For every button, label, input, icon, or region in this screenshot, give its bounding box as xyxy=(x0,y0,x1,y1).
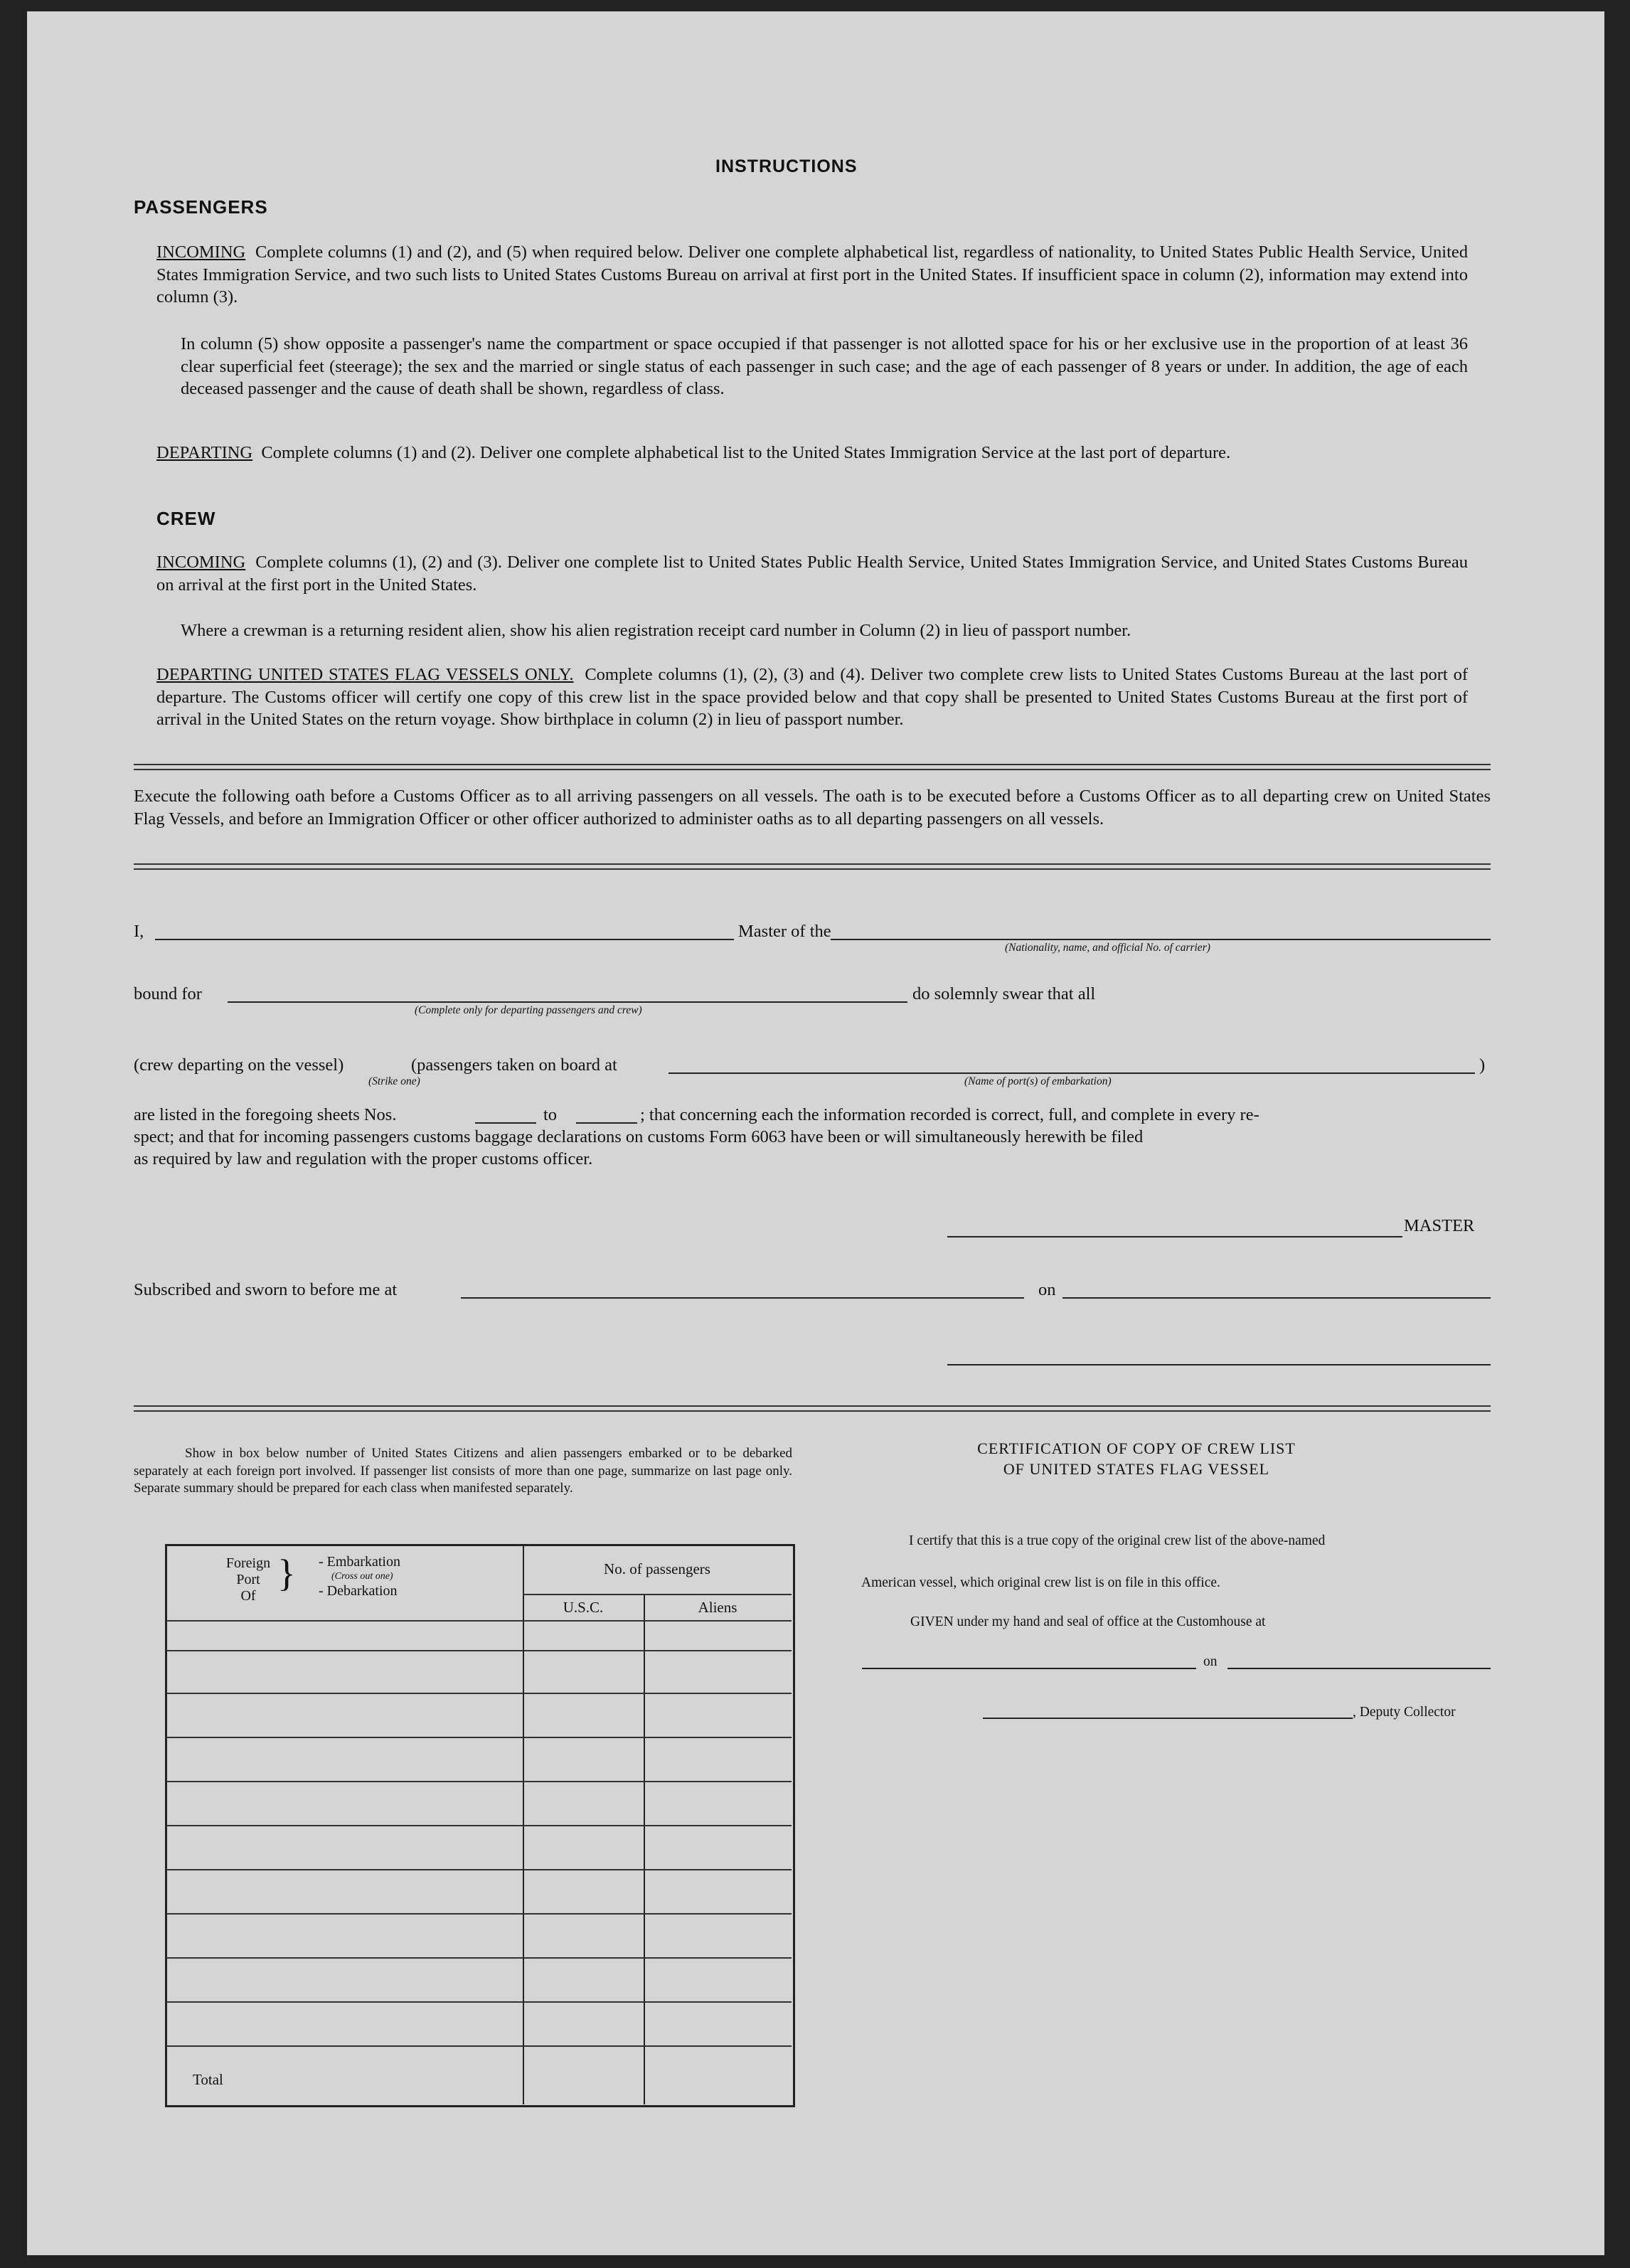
ports-caption: (Name of port(s) of embarkation) xyxy=(964,1075,1112,1087)
incoming-label: INCOMING xyxy=(156,243,246,262)
sheet-to-field[interactable] xyxy=(576,1122,637,1124)
to-label: to xyxy=(543,1105,558,1124)
crew-incoming-paragraph xyxy=(156,551,1468,596)
table-row[interactable] xyxy=(166,1693,792,1694)
close-paren: ) xyxy=(1479,1055,1486,1075)
passengers-departing-paragraph xyxy=(156,442,1468,464)
total-label: Total xyxy=(193,2071,223,2088)
of-label: Of xyxy=(240,1588,256,1604)
officer-signature-field[interactable] xyxy=(947,1364,1491,1365)
crew-departing-label: DEPARTING UNITED STATES FLAG VESSELS ONLY. xyxy=(156,665,574,684)
certification-title-line1: CERTIFICATION OF COPY OF CREW LIST xyxy=(977,1439,1296,1457)
departing-text: Complete columns (1) and (2). Deliver one complete alphabetical list to the United States Immigration Service at the last port of departure. xyxy=(261,443,1231,462)
carrier-field[interactable] xyxy=(831,939,1491,940)
table-divider xyxy=(644,1594,645,2104)
master-of-the-label: Master of the xyxy=(738,922,831,941)
passengers-heading: PASSENGERS xyxy=(134,196,268,218)
table-row[interactable] xyxy=(166,1869,792,1870)
bound-for-label: bound for xyxy=(134,984,202,1003)
table-row[interactable] xyxy=(166,1825,792,1826)
table-divider xyxy=(166,1620,792,1622)
sheets-label: are listed in the foregoing sheets Nos. xyxy=(134,1105,397,1124)
bound-for-field[interactable] xyxy=(228,1001,907,1003)
instructions-title: INSTRUCTIONS xyxy=(715,156,858,176)
crew-heading: CREW xyxy=(156,508,216,529)
customhouse-field[interactable] xyxy=(862,1668,1196,1669)
oath-line1-rest: ; that concerning each the information recorded is correct, full, and complete in every re- xyxy=(640,1105,1259,1124)
aliens-header: Aliens xyxy=(698,1599,737,1616)
oath-intro-paragraph: Execute the following oath before a Customs Officer as to all arriving passengers on all vessels. The oath is to be executed before a Customs Officer as to all departing crew on United States Flag Vessels, and before an Immigration Officer or other officer authorized to administer oaths as to all departing passengers on all vessels. xyxy=(134,787,1491,829)
table-row[interactable] xyxy=(166,1957,792,1959)
sworn-date-field[interactable] xyxy=(1062,1297,1491,1299)
carrier-caption: (Nationality, name, and official No. of carrier) xyxy=(1005,942,1210,954)
oath-line3: as required by law and regulation with the proper customs officer. xyxy=(134,1149,593,1168)
foreign-port-of-label xyxy=(223,1555,273,1604)
embarkation-ports-field[interactable] xyxy=(668,1072,1475,1074)
oath-i-label: I, xyxy=(134,922,144,941)
given-text: GIVEN under my hand and seal of office at the Customhouse at xyxy=(910,1614,1266,1629)
debarkation-label: - Debarkation xyxy=(319,1583,398,1599)
strike-one-caption: (Strike one) xyxy=(368,1075,420,1087)
section-divider xyxy=(134,1405,1491,1412)
master-label: MASTER xyxy=(1404,1216,1475,1235)
summary-instructions: Show in box below number of United States Citizens and alien passengers embarked or to be debarked separately at each foreign port involved. If passenger list consists of more than one page, summarize on last page only. Separate summary should be prepared for each class when manifested separately. xyxy=(134,1446,792,1496)
table-row[interactable] xyxy=(166,1913,792,1915)
passengers-incoming-paragraph xyxy=(156,241,1468,309)
crew-incoming-label: INCOMING xyxy=(156,553,246,572)
subscribed-label: Subscribed and sworn to before me at xyxy=(134,1280,398,1299)
no-of-passengers-header: No. of passengers xyxy=(604,1560,710,1577)
deputy-signature-field[interactable] xyxy=(983,1718,1353,1719)
table-row[interactable] xyxy=(166,2045,792,2047)
table-row[interactable] xyxy=(166,1781,792,1782)
crew-departing-option[interactable]: (crew departing on the vessel) xyxy=(134,1055,344,1075)
column5-paragraph: In column (5) show opposite a passenger's name the compartment or space occupied if that passenger is not allotted space for his or her exclusive use in the proportion of at least 36 clear superficial feet (steerage); the sex and the married or single status of each passenger in such case; and the age of each passenger of 8 years or under. In addition, the age of each deceased passenger and the cause of death shall be shown, regardless of class. xyxy=(181,334,1468,398)
certification-title xyxy=(952,1438,1321,1479)
american-vessel-text: American vessel, which original crew list is on file in this office. xyxy=(861,1575,1220,1590)
crew-departing-text: Complete columns (1), (2), (3) and (4). Deliver two complete crew lists to United States Customs Bureau at the last port of departure. The Customs officer will certify one copy of this crew list in the space provided below and that copy shall be presented to United States Customs Bureau at the first port of arrival in the United States on the return voyage. Show birthplace in column (2) in lieu of passport number. xyxy=(156,665,1468,729)
resident-alien-paragraph: Where a crewman is a returning resident alien, show his alien registration receipt card number in Column (2) in lieu of passport number. xyxy=(181,621,1131,640)
table-row[interactable] xyxy=(166,1650,792,1651)
usc-header: U.S.C. xyxy=(563,1599,604,1616)
section-divider xyxy=(134,863,1491,870)
foreign-label: Foreign xyxy=(225,1555,271,1571)
embarkation-label: - Embarkation xyxy=(319,1554,400,1570)
table-row[interactable] xyxy=(166,2001,792,2003)
incoming-text: Complete columns (1) and (2), and (5) when required below. Deliver one complete alphabetical list, regardless of nationality, to United States Public Health Service, United States Immigration Service, and two such lists to United States Customs Bureau on arrival at first port in the United States. If insufficient space in column (2), information may extend into column (3). xyxy=(156,243,1468,307)
sworn-place-field[interactable] xyxy=(461,1297,1024,1299)
certification-on-label: on xyxy=(1203,1654,1218,1669)
port-label: Port xyxy=(236,1572,260,1587)
certification-title-line2: OF UNITED STATES FLAG VESSEL xyxy=(1003,1460,1270,1478)
form-sheet xyxy=(27,11,1604,2255)
passengers-taken-option[interactable]: (passengers taken on board at xyxy=(411,1055,617,1075)
master-signature-field[interactable] xyxy=(947,1236,1402,1237)
embarkation-options xyxy=(319,1554,400,1599)
oath-line2: spect; and that for incoming passengers customs baggage declarations on customs Form 6063 have been or will simultaneously herewith be filed xyxy=(134,1127,1144,1146)
table-row[interactable] xyxy=(166,1737,792,1738)
table-divider xyxy=(523,1594,792,1595)
brace-icon: } xyxy=(277,1552,296,1594)
sworn-on-label: on xyxy=(1038,1280,1056,1299)
section-divider xyxy=(134,764,1491,770)
cross-out-label: (Cross out one) xyxy=(331,1571,393,1582)
crew-departing-paragraph xyxy=(156,664,1468,731)
certification-date-field[interactable] xyxy=(1227,1668,1491,1669)
departing-label: DEPARTING xyxy=(156,443,253,462)
certify-text: I certify that this is a true copy of the original crew list of the above-named xyxy=(909,1533,1326,1548)
sheet-from-field[interactable] xyxy=(475,1122,536,1124)
swear-text: do solemnly swear that all xyxy=(912,984,1096,1003)
deputy-collector-label: , Deputy Collector xyxy=(1353,1705,1456,1720)
crew-incoming-text: Complete columns (1), (2) and (3). Deliver one complete list to United States Public Health Service, United States Immigration Service, and United States Customs Bureau on arrival at the first port in the United States. xyxy=(156,553,1469,595)
bound-caption: (Complete only for departing passengers and crew) xyxy=(415,1004,642,1016)
master-name-field[interactable] xyxy=(155,939,734,940)
